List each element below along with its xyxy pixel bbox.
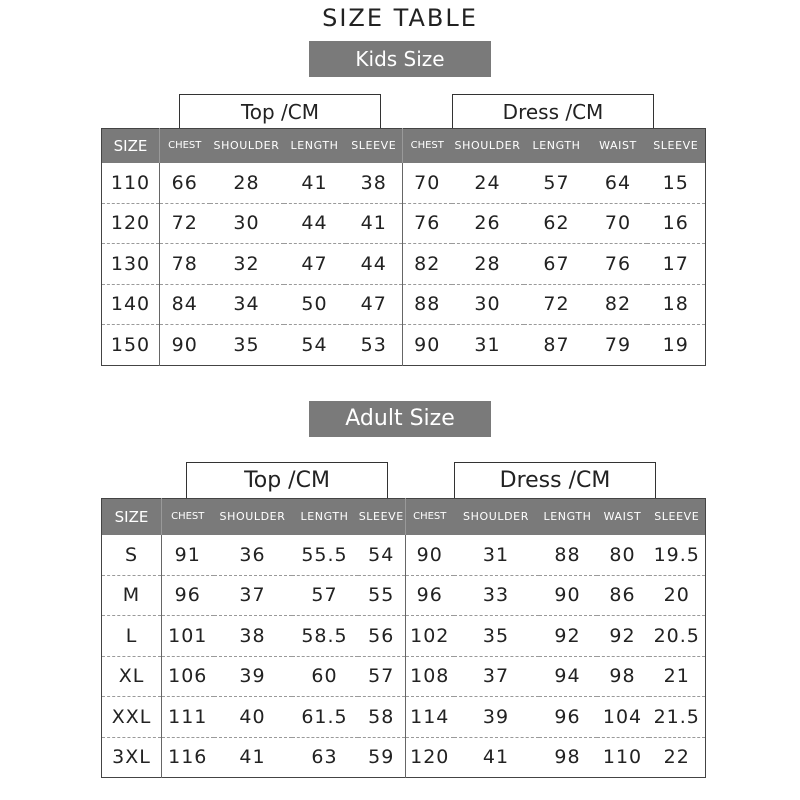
size-cell: S	[102, 535, 162, 576]
top-length-header: LENGTH	[292, 499, 358, 535]
dress-shoulder-value: 33	[454, 575, 539, 616]
dress-waist-value: 98	[597, 656, 649, 697]
dress-waist-value: 110	[597, 737, 649, 778]
dress-length-value: 88	[554, 543, 581, 566]
top-length-value: 47	[284, 244, 346, 285]
dress-waist-value: 79	[590, 325, 647, 366]
size-cell: 140	[102, 284, 160, 325]
top-chest-header: CHEST	[162, 499, 214, 535]
dress-length-value: 87	[524, 325, 590, 366]
top-length-value: 60	[292, 656, 358, 697]
table-row	[102, 737, 706, 778]
top-length-value: 54	[284, 325, 346, 366]
top-shoulder-value: 38	[214, 616, 292, 657]
top-sleeve-header: SLEEVE	[346, 129, 403, 163]
dress-chest-value: 82	[403, 244, 452, 285]
kids-size-table	[101, 128, 706, 366]
dress-sleeve-value: 19	[647, 325, 706, 366]
dress-waist-value: 82	[590, 284, 647, 325]
page-title: SIZE TABLE	[322, 4, 478, 32]
dress-sleeve-value: 20.5	[649, 616, 706, 657]
adult-dress-label: Dress /CM	[454, 462, 656, 500]
dress-length-value: 92	[539, 616, 597, 657]
top-chest-header: CHEST	[160, 129, 210, 163]
top-chest-value: 91	[174, 543, 201, 566]
top-chest-value: 96	[162, 575, 214, 616]
dress-shoulder-value: 28	[452, 244, 524, 285]
size-cell: 3XL	[102, 737, 162, 778]
top-shoulder-value: 34	[210, 284, 284, 325]
dress-waist-value: 80	[609, 543, 636, 566]
dress-length-value: 90	[539, 575, 597, 616]
dress-shoulder-value: 35	[454, 616, 539, 657]
top-sleeve-value: 41	[346, 203, 403, 244]
top-shoulder-value: 28	[233, 171, 260, 194]
dress-sleeve-value: 17	[647, 244, 706, 285]
top-chest-value: 111	[162, 697, 214, 738]
dress-length-value: 72	[524, 284, 590, 325]
dress-length-header: LENGTH	[539, 499, 597, 535]
dress-chest-value: 102	[406, 616, 454, 657]
kids-dress-label: Dress /CM	[452, 94, 654, 130]
dress-chest-header: CHEST	[406, 499, 454, 535]
top-shoulder-value: 37	[214, 575, 292, 616]
table-row	[102, 697, 706, 738]
top-shoulder-value: 39	[214, 656, 292, 697]
top-chest-value: 72	[160, 203, 210, 244]
top-shoulder-value: 40	[214, 697, 292, 738]
size-cell: L	[102, 616, 162, 657]
table-row	[102, 244, 706, 285]
table-row	[102, 616, 706, 657]
top-length-value: 63	[292, 737, 358, 778]
top-length-value: 61.5	[292, 697, 358, 738]
dress-waist-value: 70	[590, 203, 647, 244]
dress-shoulder-header: SHOULDER	[454, 499, 539, 535]
size-column-header: SIZE	[102, 129, 160, 163]
dress-length-value: 67	[524, 244, 590, 285]
dress-shoulder-value: 39	[454, 697, 539, 738]
table-row	[102, 535, 706, 576]
dress-sleeve-value: 20	[649, 575, 706, 616]
top-shoulder-value: 41	[214, 737, 292, 778]
table-row	[102, 656, 706, 697]
size-cell: 110	[102, 163, 160, 204]
top-sleeve-value: 59	[358, 737, 406, 778]
dress-waist-header: WAIST	[590, 129, 647, 163]
top-sleeve-value: 57	[358, 656, 406, 697]
dress-shoulder-value: 24	[474, 171, 501, 194]
dress-shoulder-header: SHOULDER	[452, 129, 524, 163]
top-sleeve-value: 47	[346, 284, 403, 325]
dress-chest-value: 96	[406, 575, 454, 616]
dress-shoulder-value: 30	[452, 284, 524, 325]
dress-length-value: 57	[543, 171, 570, 194]
top-sleeve-value: 53	[346, 325, 403, 366]
table-row	[102, 284, 706, 325]
dress-length-value: 94	[539, 656, 597, 697]
top-shoulder-value: 35	[210, 325, 284, 366]
dress-chest-value: 76	[403, 203, 452, 244]
adult-top-label: Top /CM	[186, 462, 388, 500]
dress-chest-value: 108	[406, 656, 454, 697]
dress-shoulder-value: 37	[454, 656, 539, 697]
top-length-value: 50	[284, 284, 346, 325]
dress-shoulder-value: 41	[454, 737, 539, 778]
top-shoulder-value: 32	[210, 244, 284, 285]
adult-size-banner: Adult Size	[309, 401, 491, 437]
size-column-header: SIZE	[102, 499, 162, 535]
dress-shoulder-value: 26	[452, 203, 524, 244]
dress-shoulder-value: 31	[482, 543, 510, 566]
top-sleeve-value: 58	[358, 697, 406, 738]
size-cell: 120	[102, 203, 160, 244]
top-chest-value: 116	[162, 737, 214, 778]
top-sleeve-value: 38	[360, 171, 387, 194]
table-row	[102, 325, 706, 366]
table-row	[102, 575, 706, 616]
dress-waist-value: 76	[590, 244, 647, 285]
table-row	[102, 203, 706, 244]
size-cell: M	[102, 575, 162, 616]
dress-shoulder-value: 31	[452, 325, 524, 366]
dress-chest-value: 90	[403, 325, 452, 366]
dress-sleeve-value: 22	[649, 737, 706, 778]
top-chest-value: 66	[171, 171, 198, 194]
top-length-value: 58.5	[292, 616, 358, 657]
kids-size-banner: Kids Size	[309, 41, 491, 77]
dress-sleeve-value: 21.5	[649, 697, 706, 738]
dress-sleeve-value: 16	[647, 203, 706, 244]
top-shoulder-header: SHOULDER	[210, 129, 284, 163]
size-cell: 130	[102, 244, 160, 285]
dress-waist-value: 104	[597, 697, 649, 738]
top-shoulder-value: 36	[239, 543, 266, 566]
top-length-value: 57	[292, 575, 358, 616]
top-length-value: 55.5	[301, 543, 348, 566]
dress-waist-header: WAIST	[597, 499, 649, 535]
top-chest-value: 106	[162, 656, 214, 697]
top-chest-value: 78	[160, 244, 210, 285]
dress-chest-value: 120	[406, 737, 454, 778]
dress-chest-value: 90	[406, 535, 454, 576]
size-cell: 150	[102, 325, 160, 366]
top-sleeve-value: 44	[346, 244, 403, 285]
table-row	[102, 163, 706, 204]
dress-sleeve-header: SLEEVE	[649, 499, 706, 535]
top-sleeve-value: 55	[358, 575, 406, 616]
adult-size-table	[101, 498, 706, 778]
dress-length-value: 62	[524, 203, 590, 244]
top-length-value: 41	[301, 171, 328, 194]
top-sleeve-value: 54	[368, 543, 395, 566]
kids-top-label: Top /CM	[179, 94, 381, 130]
dress-chest-value: 70	[403, 163, 452, 204]
dress-length-header: LENGTH	[524, 129, 590, 163]
dress-sleeve-value: 19.5	[653, 543, 700, 566]
dress-waist-value: 86	[597, 575, 649, 616]
top-chest-value: 101	[162, 616, 214, 657]
dress-waist-value: 64	[604, 171, 632, 194]
top-shoulder-value: 30	[210, 203, 284, 244]
dress-chest-header: CHEST	[403, 129, 452, 163]
top-chest-value: 90	[160, 325, 210, 366]
top-chest-value: 84	[160, 284, 210, 325]
dress-chest-value: 88	[403, 284, 452, 325]
top-sleeve-value: 56	[358, 616, 406, 657]
size-cell: XL	[102, 656, 162, 697]
dress-chest-value: 114	[406, 697, 454, 738]
dress-sleeve-header: SLEEVE	[647, 129, 706, 163]
dress-sleeve-value: 21	[649, 656, 706, 697]
top-shoulder-header: SHOULDER	[214, 499, 292, 535]
dress-sleeve-value: 18	[647, 284, 706, 325]
size-cell: XXL	[102, 697, 162, 738]
dress-waist-value: 92	[597, 616, 649, 657]
dress-sleeve-value: 15	[662, 171, 689, 194]
dress-length-value: 96	[539, 697, 597, 738]
top-length-value: 44	[284, 203, 346, 244]
top-length-header: LENGTH	[284, 129, 346, 163]
top-sleeve-header: SLEEVE	[358, 499, 406, 535]
dress-length-value: 98	[539, 737, 597, 778]
